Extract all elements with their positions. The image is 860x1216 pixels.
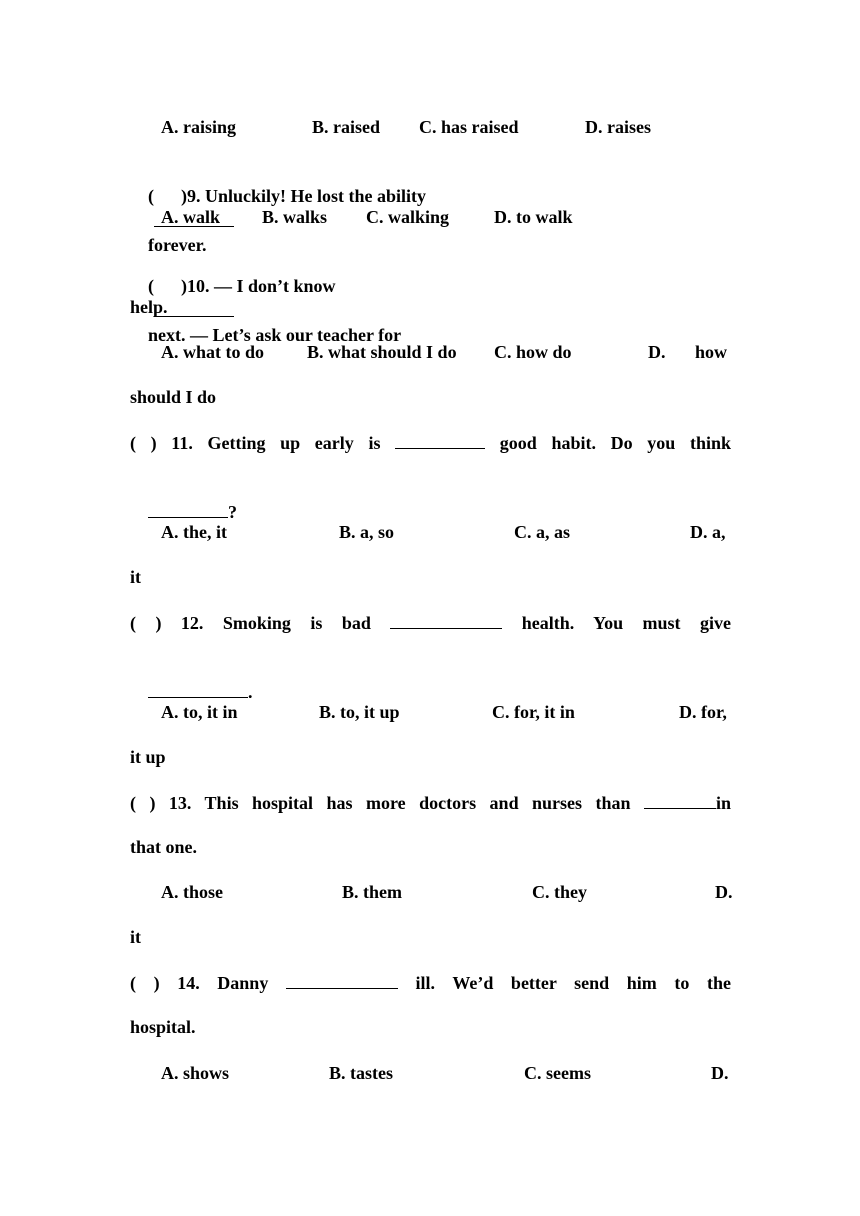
q12-option-b: B. to, it up — [319, 702, 400, 722]
q14-option-c: C. seems — [524, 1063, 591, 1083]
q8-option-d: D. raises — [585, 117, 651, 137]
q11-stem-b: good habit. Do you think — [499, 433, 732, 453]
q13-option-d-wrap: it — [130, 927, 141, 947]
q9-option-c: C. walking — [366, 207, 450, 227]
q12-option-c: C. for, it in — [492, 702, 575, 722]
q13-stem-line2: that one. — [130, 837, 197, 857]
q9-stem-prefix: ( )9. Unluckily! He lost the ability — [148, 186, 426, 206]
q9-option-a: A. walk — [161, 207, 221, 227]
q11-answer-blank-2 — [148, 499, 228, 518]
q14-stem-line1 — [130, 970, 731, 994]
q14-option-a: A. shows — [161, 1063, 230, 1083]
q12-stem-end: . — [248, 682, 253, 702]
q14-option-d: D. — [711, 1063, 729, 1083]
q11-option-d-wrap: it — [130, 567, 141, 587]
q11-option-a: A. the, it — [161, 522, 227, 542]
q11-option-b: B. a, so — [339, 522, 395, 542]
q12-answer-blank-2 — [148, 679, 248, 698]
q9-stem-suffix: forever. — [148, 235, 207, 255]
q12-stem-a: ( ) 12. Smoking is bad — [130, 613, 371, 633]
q11-stem-line1 — [130, 430, 731, 454]
q13-option-a: A. those — [161, 882, 223, 902]
q10-option-d-wrap: should I do — [130, 387, 217, 407]
q10-option-c: C. how do — [494, 342, 572, 362]
q11-stem-line2 — [130, 475, 237, 522]
q11-stem-end: ? — [228, 502, 237, 522]
q13-option-c: C. they — [532, 882, 587, 902]
q9-option-b: B. walks — [262, 207, 328, 227]
q12-option-d-wrap: it up — [130, 747, 166, 767]
q13-stem-line1 — [130, 790, 731, 814]
q14-stem-b: ill. We’d better send him to the — [415, 973, 731, 993]
q12-stem-line2 — [130, 655, 253, 702]
q14-stem-a: ( ) 14. Danny — [130, 973, 269, 993]
q12-option-a: A. to, it in — [161, 702, 238, 722]
q10-stem-prefix: ( )10. — I don’t know — [148, 276, 336, 296]
q10-stem-suffix: next. — Let’s ask our teacher for — [148, 325, 402, 345]
q13-option-b: B. them — [342, 882, 402, 902]
q10-option-d: D. — [648, 342, 666, 362]
q12-stem-b: health. You must give — [521, 613, 732, 633]
q10-stem-line2: help. — [130, 297, 168, 317]
q13-answer-blank — [644, 790, 716, 809]
q8-option-c: C. has raised — [419, 117, 519, 137]
q11-option-d: D. a, — [690, 522, 726, 542]
q12-stem-line1 — [130, 610, 731, 634]
q9-option-d: D. to walk — [494, 207, 573, 227]
q10-option-d-cont: how — [695, 342, 728, 362]
q14-stem-line2: hospital. — [130, 1017, 196, 1037]
q10-option-b: B. what should I do — [307, 342, 457, 362]
q8-option-a: A. raising — [161, 117, 237, 137]
q14-option-b: B. tastes — [329, 1063, 393, 1083]
q10-option-a: A. what to do — [161, 342, 265, 362]
q13-option-d: D. — [715, 882, 733, 902]
q11-option-c: C. a, as — [514, 522, 571, 542]
q12-option-d: D. for, — [679, 702, 727, 722]
q13-stem-a: ( ) 13. This hospital has more doctors and nurses than — [130, 793, 631, 813]
q11-stem-a: ( ) 11. Getting up early is — [130, 433, 381, 453]
q12-answer-blank-1 — [390, 610, 502, 629]
q14-answer-blank — [286, 970, 398, 989]
q8-option-b: B. raised — [312, 117, 381, 137]
q11-answer-blank-1 — [395, 430, 485, 449]
q13-stem-b: in — [716, 793, 732, 813]
